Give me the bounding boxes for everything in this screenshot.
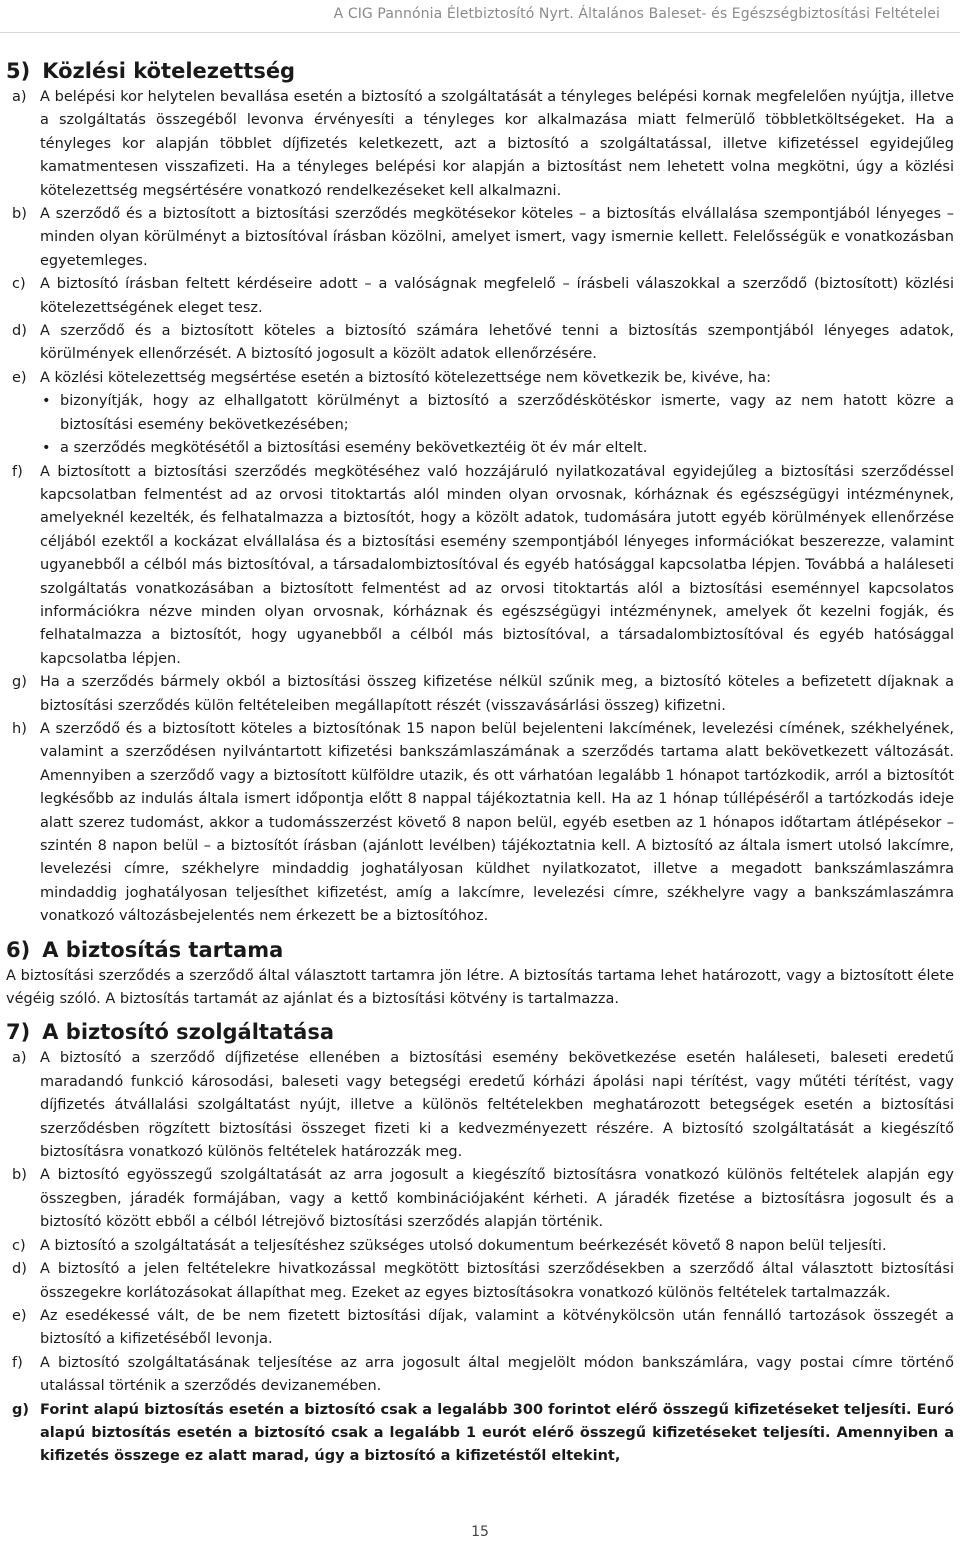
item-label: f) <box>12 463 23 480</box>
section-7-item-c <box>6 1235 954 1258</box>
item-text: A belépési kor helytelen bevallása esetén a biztosító a szolgáltatását a tényleges belépési kornak megfelelően nyújtja, illetve a szolgáltatás összegéből levonva érvényesíti a tényleges kor alkalmazása miatt felmerülő többletköltségeket. Ha a tényleges kor alapján többlet díjfizetés keletkezett, azt a biztosító a szolgáltatással, illetve kifizetéssel egyidejűleg kamatmentesen visszafizeti. Ha a tényleges belépési kor alapján a biztosítást nem lehetett volna megkötni, úgy a közlési kötelezettség megsértésére vonatkozó rendelkezéseket kell alkalmazni. <box>40 89 954 199</box>
section-5-item-g <box>6 671 954 718</box>
item-text: A biztosító a szerződő díjfizetése ellenében a biztosítási esemény bekövetkezése esetén haláleseti, baleseti eredetű maradandó funkció károsodási, baleseti vagy betegségi eredetű kórházi ápolási napi térítést, vagy műtéti térítést, vagy díjfizetés átvállalási szolgáltatást nyújt, illetve a különös feltételekben meghatározott betegségek esetén a biztosítási szerződésben rögzített biztosítási összeget fizeti ki a kedvezményezett részére. A biztosító szolgáltatását a kiegészítő biztosításra vonatkozó különös feltételek határozzák meg. <box>40 1050 954 1161</box>
section-5-heading <box>6 58 954 84</box>
item-label: d) <box>12 323 27 340</box>
section-5-number: 5) <box>6 59 31 83</box>
item-text: A szerződő és a biztosított köteles a biztosítónak 15 napon belül bejelenteni lakcímének, levelezési címének, székhelyének, valamint a szerződésen nyilvántartott kifizetési bankszámlaszámának a szerződés tartama alatt bekövetkezett változását. Amennyiben a szerződő vagy a biztosított külföldre utazik, és ott várhatóan legalább 1 hónapot tartózkodik, arról a biztosítót legkésőbb az indulás általa ismert időpontja előtt 8 nappal tájékoztatnia kell. Ha az 1 hónap túllépéséről a tartózkodás ideje alatt szerez tudomást, akkor a tudomásszerzést követő 8 napon belül, egyéb esetben az 1 hónapos időtartam átlépésekor – szintén 8 napon belül – a biztosítót írásban (ajánlott levélben) tájékoztatnia kell. A biztosító az általa ismert utolsó lakcímre, levelezési címre, székhelyre mindaddig joghatályosan küldhet nyilatkozatot, illetve a megadott bankszámlaszámra mindaddig joghatályosan teljesíthet kifizetést, amíg a lakcímre, levelezési címre, székhelyre vagy a bankszámlaszámra vonatkozó változásbejelentés nem érkezett be a biztosítóhoz. <box>40 720 954 925</box>
section-5-item-f <box>6 461 954 672</box>
item-label: g) <box>12 1401 30 1418</box>
document-body <box>6 56 954 1469</box>
page-number: 15 <box>471 1524 489 1540</box>
section-5-item-b <box>6 203 954 273</box>
section-7-item-b <box>6 1164 954 1234</box>
item-label: c) <box>12 276 26 293</box>
exception-list <box>40 390 954 460</box>
item-text: Az esedékessé vált, de be nem fizetett biztosítási díjak, valamint a kötvénykölcsön után fennálló tartozások összegét a biztosító a kifizetéséből levonja. <box>40 1307 954 1348</box>
item-label: a) <box>12 1050 27 1067</box>
item-text: A biztosító egyösszegű szolgáltatását az arra jogosult a kiegészítő biztosításra vonatkozó különös feltételek alapján egy összegben, járadék formájában, vagy a kettő kombinációjaként kérheti. A járadék fizetése a biztosításra jogosult és a biztosító között ebből a célból létrejövő biztosítási szerződés alapján történik. <box>40 1167 954 1231</box>
item-label: c) <box>12 1237 26 1254</box>
section-5-item-d <box>6 320 954 367</box>
section-7-item-g <box>6 1399 954 1469</box>
item-text: A közlési kötelezettség megsértése esetén a biztosító kötelezettsége nem következik be, kivéve, ha: <box>40 369 771 386</box>
item-label: f) <box>12 1354 23 1371</box>
item-label: e) <box>12 1307 27 1324</box>
item-text: Ha a szerződés bármely okból a biztosítási összeg kifizetése nélkül szűnik meg, a biztosító köteles a befizetett díjaknak a biztosítási szerződés külön feltételeiben megállapított részét (visszavásárlási összeg) kifizetni. <box>40 674 954 714</box>
item-text: A biztosított a biztosítási szerződés megkötéséhez való hozzájáruló nyilatkozatával egyidejűleg a biztosítási szerződéssel kapcsolatban felmentést ad az orvosi titoktartás alól minden olyan orvosnak, kórháznak és egészségügyi intézménynek, amelyeknél kezelték, és felhatalmazza a biztosítót, hogy a közölt adatok, tudomására jutott egyéb körülmények ellenőrzése céljából ezektől a kockázat elvállalása és a biztosítási esemény szempontjából lényeges információkat beszerezze, valamint ugyanebből a célból más biztosítóval, a társadalombiztosítóval és egyéb hatósággal kapcsolatba lépjen. Továbbá a haláleseti szolgáltatás vonatkozásában a biztosított felmentést ad az orvosi titoktartás alól a biztosítási eseménnyel kapcsolatos információkra nézve minden olyan orvosnak, kórháznak és egészségügyi intézménynek, amelyek őt kezelni fogják, és felhatalmazza a biztosítót, hogy ugyanebből a célból más biztosítóval, a társadalombiztosítóval és egyéb hatósággal kapcsolatba lépjen. <box>40 463 954 667</box>
item-label: d) <box>12 1261 27 1278</box>
section-5-item-c <box>6 273 954 320</box>
item-text: A biztosító a jelen feltételekre hivatkozással megkötött biztosítási szerződésekben a szerződő által választott biztosítási összegekre korlátozásokat állapíthat meg. Ezeket az egyes biztosításokra vonatkozó különös feltételek tartalmazzák. <box>40 1261 954 1301</box>
section-7-heading <box>6 1019 954 1045</box>
item-label: h) <box>12 720 27 737</box>
section-6-text: A biztosítási szerződés a szerződő által választott tartamra jön létre. A biztosítás tartama lehet határozott, vagy a biztosított élete végéig szóló. A biztosítás tartamát az ajánlat és a biztosítási kötvény is tartalmazza. <box>6 967 954 1008</box>
item-text: A szerződő és a biztosított a biztosítási szerződés megkötésekor köteles – a biztosítás elvállalása szempontjából lényeges – minden olyan körülményt a biztosítóval írásban közölni, amelyet ismert, vagy ismernie kellett. Felelősségük e vonatkozásban egyetemleges. <box>40 206 954 269</box>
item-label: b) <box>12 1167 27 1184</box>
section-6-number: 6) <box>6 937 31 962</box>
header-divider <box>0 32 960 33</box>
section-6-title: A biztosítás tartama <box>42 937 284 962</box>
item-label: e) <box>12 369 27 386</box>
item-text: A szerződő és a biztosított köteles a biztosító számára lehetővé tenni a biztosítás szempontjából lényeges adatok, körülmények ellenőrzését. A biztosító jogosult a közölt adatok ellenőrzésére. <box>40 323 954 363</box>
item-label: g) <box>12 674 27 691</box>
section-6-heading <box>6 937 954 963</box>
section-5-title: Közlési kötelezettség <box>42 59 296 83</box>
bullet-item: • a szerződés megkötésétől a biztosítási esemény bekövetkeztéig öt év már eltelt. <box>40 437 954 460</box>
section-5-item-a <box>6 86 954 203</box>
section-7-item-f <box>6 1352 954 1399</box>
section-7-item-d <box>6 1258 954 1305</box>
section-7-item-a <box>6 1047 954 1164</box>
item-label: b) <box>12 206 27 223</box>
section-7-item-e <box>6 1305 954 1352</box>
section-7-title: A biztosító szolgáltatása <box>42 1020 335 1045</box>
item-label: a) <box>12 89 27 105</box>
section-5-item-h <box>6 718 954 929</box>
item-text: A biztosító a szolgáltatását a teljesítéshez szükséges utolsó dokumentum beérkezését követő 8 napon belül teljesíti. <box>40 1237 887 1254</box>
running-header: A CIG Pannónia Életbiztosító Nyrt. Általános Baleset- és Egészségbiztosítási Feltételei <box>333 6 940 22</box>
section-7-number: 7) <box>6 1020 31 1045</box>
section-5-item-e <box>6 367 954 461</box>
bullet-item: • bizonyítják, hogy az elhallgatott körülményt a biztosító a szerződéskötéskor ismerte, vagy az nem hatott közre a biztosítási esemény bekövetkezésében; <box>40 390 954 437</box>
item-text: Forint alapú biztosítás esetén a biztosító csak a legalább 300 forintot elérő összegű kifizetéseket teljesíti. Euró alapú biztosítás esetén a biztosító csak a legalább 1 eurót elérő összegű kifizetéseket teljesíti. Amennyiben a kifizetés összege ez alatt marad, úgy a biztosító a kifizetéstől eltekint, <box>40 1401 954 1465</box>
item-text: A biztosító írásban feltett kérdéseire adott – a valóságnak megfelelő – írásbeli válaszokkal a szerződő (biztosított) közlési kötelezettségének eleget tesz. <box>40 276 954 316</box>
item-text: A biztosító szolgáltatásának teljesítése az arra jogosult által megjelölt módon bankszámlára, vagy postai címre történő utalással történik a szerződés devizanemében. <box>40 1354 954 1395</box>
